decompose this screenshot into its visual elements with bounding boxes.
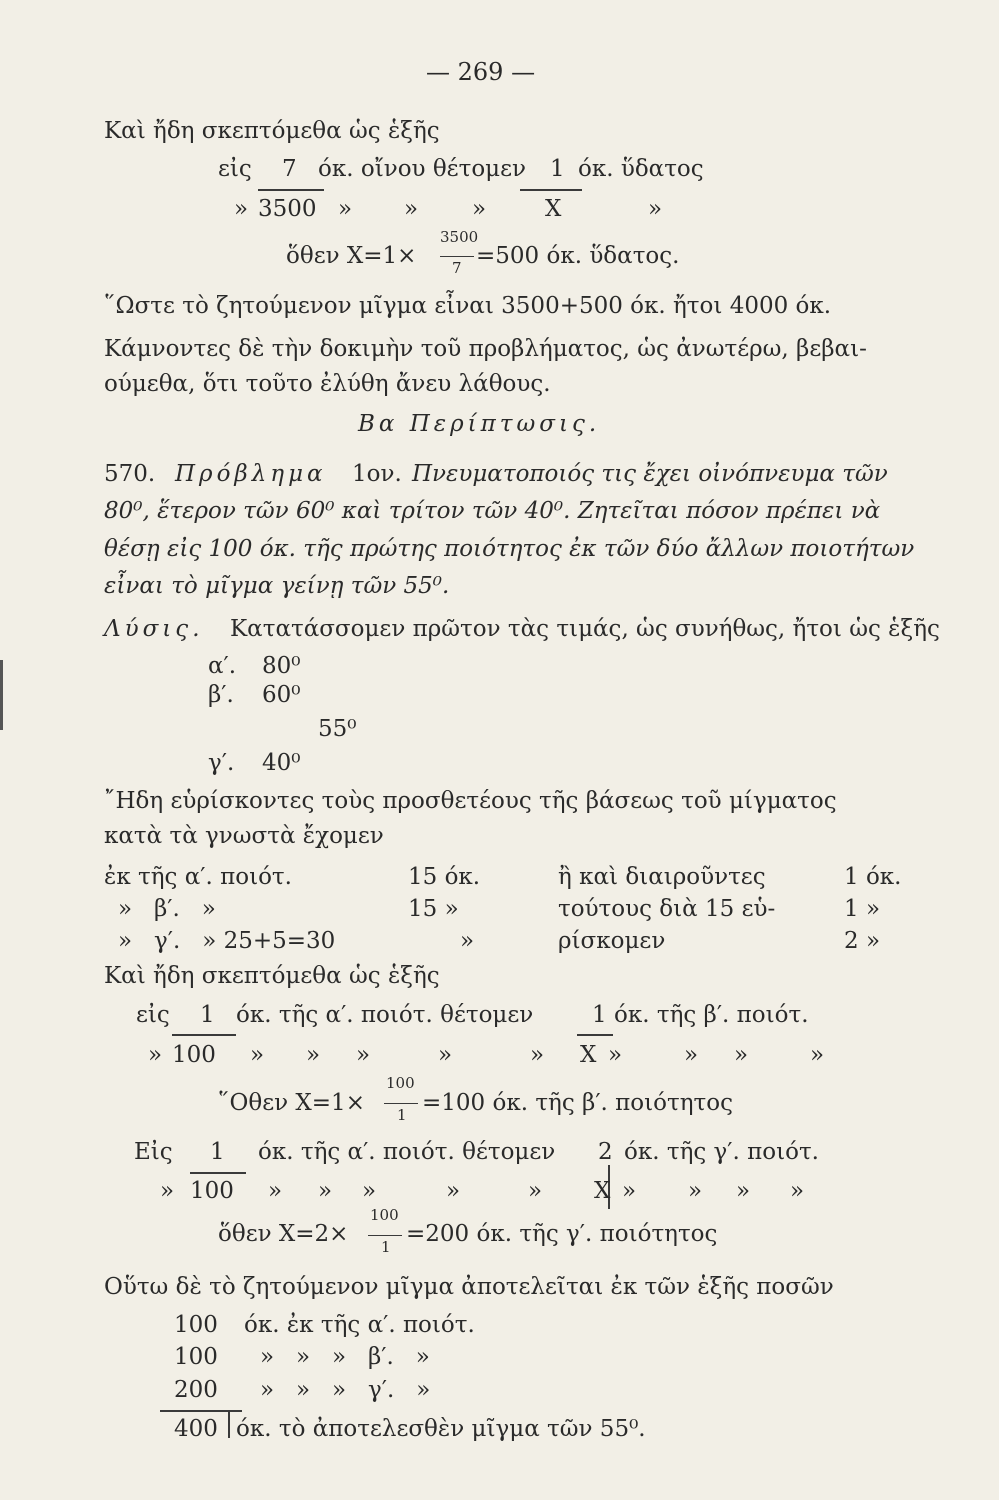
b-row2-q6: » (530, 1042, 545, 1068)
c-row2-x: X (594, 1178, 611, 1204)
b-row1-text: όκ. τῆς α′. ποιότ. θέτομεν (236, 1002, 534, 1028)
b-row1-text2: όκ. τῆς β′. ποιότ. (614, 1002, 809, 1028)
b-row2-q5: » (438, 1042, 453, 1068)
a-line2: Κάμνοντες δὲ τὴν δοκιμὴν τοῦ προβλήματος, ὡς ἀνωτέρω, βεβαι- (104, 336, 867, 362)
table-row-3-col4: 2 » (844, 928, 881, 954)
b-row2-x: X (580, 1042, 597, 1068)
b-row2-num: 100 (172, 1042, 216, 1068)
a-formula-tail: =500 όκ. ὕδατος. (476, 243, 680, 269)
c-fraction-bar (368, 1235, 402, 1236)
c-formula-den: 1 (381, 1238, 391, 1256)
c-row2-q5: » (446, 1178, 461, 1204)
c-row1-text: όκ. τῆς α′. ποιότ. θέτομεν (258, 1139, 556, 1165)
c-row2-q6: » (528, 1178, 543, 1204)
a-formula-den: 7 (452, 259, 462, 277)
c-row2-q3: » (318, 1178, 333, 1204)
page-edge-mark (0, 660, 3, 730)
c-row1-text2: όκ. τῆς γ′. ποιότ. (624, 1139, 819, 1165)
c-line-1 (190, 1172, 246, 1174)
problem-ordinal: 1ον. (352, 461, 402, 487)
problem-line1: Πνευματοποιός τις ἔχει οἰνόπνευμα τῶν (412, 461, 888, 487)
grade-a-label: α′. (208, 653, 237, 679)
conclusion-intro: Οὕτω δὲ τὸ ζητούμενον μῖγμα ἀποτελεῖται ἐκ τῶν ἑξῆς ποσῶν (104, 1274, 834, 1300)
conclusion-text-3: » » » γ′. » (260, 1377, 431, 1403)
grade-b-label: β′. (208, 682, 234, 708)
c-formula-lead: ὅθεν X=2× (218, 1221, 349, 1247)
b-row2-q10: » (810, 1042, 825, 1068)
c-formula-num: 100 (370, 1206, 399, 1224)
conclusion-total-amount: 400 (174, 1416, 218, 1442)
problem-line2: 80⁰, ἕτερον τῶν 60⁰ καὶ τρίτον τῶν 40⁰. Ζητεῖται πόσον πρέπει νὰ (104, 498, 881, 524)
table-row-1-col3: ἢ καὶ διαιροῦντες (558, 864, 766, 890)
solution-text: Κατατάσσομεν πρῶτον τὰς τιμάς, ὡς συνήθως, ἤτοι ὡς ἑξῆς (230, 616, 940, 642)
b-row2-q1: » (148, 1042, 163, 1068)
grade-mix-value: 55⁰ (318, 716, 357, 742)
c-row2-q9: » (736, 1178, 751, 1204)
a-row1-num: 7 (282, 156, 297, 182)
b-row1-num2: 1 (592, 1002, 607, 1028)
conclusion-text-1: όκ. ἐκ τῆς α′. ποιότ. (244, 1312, 475, 1338)
c-row2-q2: » (268, 1178, 283, 1204)
b-formula-tail: =100 όκ. τῆς β′. ποιότητος (422, 1090, 733, 1116)
a-row2-x: X (545, 196, 562, 222)
grade-b-value: 60⁰ (262, 682, 301, 708)
problem-number: 570. (104, 461, 156, 487)
b-fraction-bar (384, 1103, 418, 1104)
conclusion-text-2: » » » β′. » (260, 1344, 430, 1370)
b-row2-q8: » (684, 1042, 699, 1068)
a-row2-num: 3500 (258, 196, 317, 222)
c-row1-num2: 2 (598, 1139, 613, 1165)
section-a-intro: Καὶ ἤδη σκεπτόμεθα ὡς ἑξῆς (104, 118, 440, 144)
table-row-1-col2: 15 όκ. (408, 864, 481, 890)
c-row2-q10: » (790, 1178, 805, 1204)
table-row-3-col1: » γ′. » 25+5=30 (118, 928, 336, 954)
solution-label: Λύσις. (104, 616, 204, 642)
c-row2-q4: » (362, 1178, 377, 1204)
a-row2-q4: » (472, 196, 487, 222)
b-row2-q7: » (608, 1042, 623, 1068)
table-row-2-col4: 1 » (844, 896, 881, 922)
page-number: — 269 — (426, 58, 536, 86)
b-line-1 (172, 1034, 236, 1036)
a-row1-text: όκ. οἴνου θέτομεν (318, 156, 527, 182)
conclusion-total-text: όκ. τὸ ἀποτελεσθὲν μῖγμα τῶν 55⁰. (236, 1416, 646, 1442)
b-row1-eis: εἰς (136, 1002, 170, 1028)
case-heading: Βα Περίπτωσις. (358, 411, 601, 437)
b-row2-q4: » (356, 1042, 371, 1068)
c-row2-q1: » (160, 1178, 175, 1204)
table-row-3-col2: » (460, 928, 475, 954)
solution-line1: ῎Ηδη εὑρίσκοντες τοὺς προσθετέους τῆς βάσεως τοῦ μίγματος (104, 788, 837, 814)
a-row2-q2: » (338, 196, 353, 222)
b-row2-q3: » (306, 1042, 321, 1068)
grade-a-value: 80⁰ (262, 653, 301, 679)
table-row-3-col3: ρίσκομεν (558, 928, 666, 954)
a-row1-eis: εἰς (218, 156, 252, 182)
b-formula-num: 100 (386, 1074, 415, 1092)
problem-line3: θέσῃ εἰς 100 όκ. τῆς πρώτης ποιότητος ἐκ τῶν δύο ἄλλων ποιοτήτων (104, 536, 915, 562)
conclusion-amount-2: 100 (174, 1344, 218, 1370)
a-row2-q1: » (234, 196, 249, 222)
c-row1-eis: Εἰς (134, 1139, 173, 1165)
b-line-2 (577, 1034, 613, 1036)
table-row-1-col1: ἐκ τῆς α′. ποιότ. (104, 864, 292, 890)
problem-label: Πρόβλημα (175, 461, 327, 487)
c-row2-num: 100 (190, 1178, 234, 1204)
c-row2-q7: » (622, 1178, 637, 1204)
c-formula-tail: =200 όκ. τῆς γ′. ποιότητος (406, 1221, 718, 1247)
table-row-2-col1: » β′. » (118, 896, 216, 922)
conclusion-amount-1: 100 (174, 1312, 218, 1338)
a-row1-num2: 1 (550, 156, 565, 182)
section-b-intro: Καὶ ἤδη σκεπτόμεθα ὡς ἑξῆς (104, 963, 440, 989)
table-row-1-col4: 1 όκ. (844, 864, 902, 890)
b-row2-q2: » (250, 1042, 265, 1068)
a-row2-q3: » (404, 196, 419, 222)
conclusion-amount-3: 200 (174, 1377, 218, 1403)
b-row2-q9: » (734, 1042, 749, 1068)
a-formula-lead: ὅθεν X=1× (286, 243, 417, 269)
a-fraction-bar (440, 256, 474, 257)
a-row1-text2: όκ. ὕδατος (578, 156, 704, 182)
b-row1-num: 1 (200, 1002, 215, 1028)
a-formula-num: 3500 (440, 228, 479, 246)
grade-c-value: 40⁰ (262, 750, 301, 776)
solution-line2: κατὰ τὰ γνωστὰ ἔχομεν (104, 823, 384, 849)
a-row2-q5: » (648, 196, 663, 222)
c-row2-q8: » (688, 1178, 703, 1204)
b-formula-lead: ῞Οθεν X=1× (218, 1090, 365, 1116)
table-row-2-col3: τούτους διὰ 15 εὑ- (558, 896, 776, 922)
sum-rule-bracket (228, 1410, 230, 1438)
b-formula-den: 1 (397, 1106, 407, 1124)
grade-c-label: γ′. (208, 750, 235, 776)
a-line3: ούμεθα, ὅτι τοῦτο ἐλύθη ἄνευ λάθους. (104, 371, 551, 397)
c-row1-num: 1 (210, 1139, 225, 1165)
table-row-2-col2: 15 » (408, 896, 459, 922)
a-line1: ῞Ωστε τὸ ζητούμενον μῖγμα εἶναι 3500+500 όκ. ἤτοι 4000 όκ. (104, 293, 832, 319)
a-line-1 (258, 189, 324, 191)
a-line-2 (520, 189, 582, 191)
problem-line4: εἶναι τὸ μῖγμα γείνῃ τῶν 55⁰. (104, 573, 450, 599)
